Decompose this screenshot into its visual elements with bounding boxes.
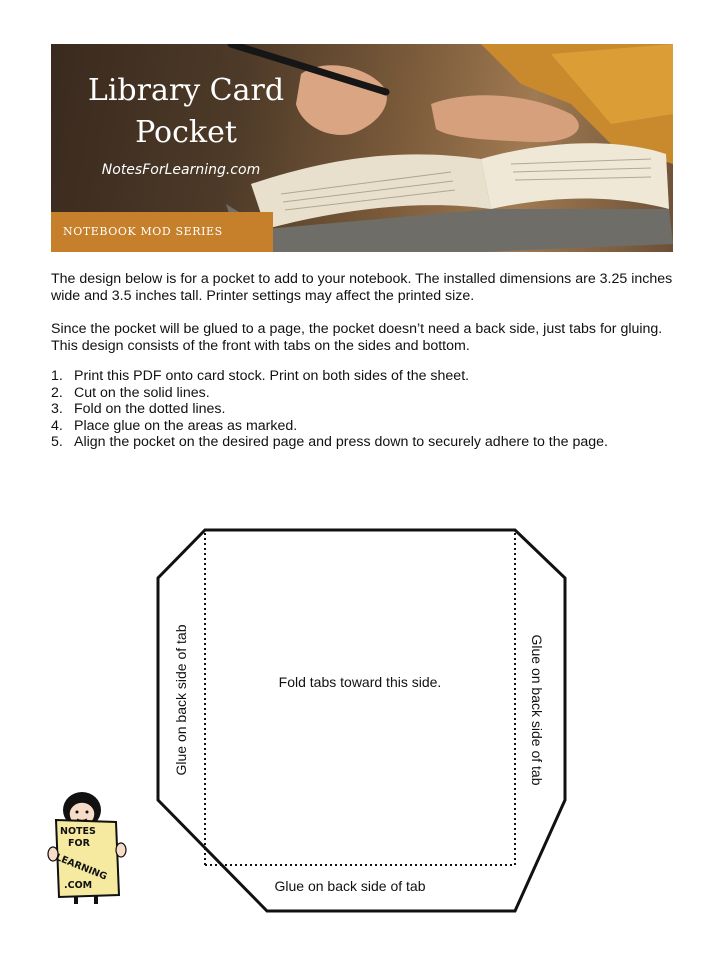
step-item bbox=[51, 418, 691, 435]
notes-for-learning-mascot-logo bbox=[44, 790, 134, 910]
fold-lines bbox=[205, 533, 515, 865]
banner-title-line2: Pocket bbox=[135, 115, 237, 150]
mascot-text-notes: NOTES bbox=[60, 826, 96, 837]
step-text: Fold on the dotted lines. bbox=[74, 401, 226, 417]
bottom-tab-glue-label: Glue on back side of tab bbox=[274, 878, 426, 894]
step-number: 3. bbox=[51, 401, 63, 417]
mascot-text-for: FOR bbox=[68, 838, 90, 849]
banner-title-line1: Library Card bbox=[87, 73, 285, 108]
cut-outline bbox=[158, 530, 565, 911]
intro-paragraph-1: The design below is for a pocket to add to your notebook. The installed dimensions are 3.25 inches wide and 3.5 inches tall. Printer settings may affect the printed size. bbox=[51, 271, 673, 304]
header-banner bbox=[51, 44, 673, 252]
step-number: 5. bbox=[51, 434, 63, 450]
step-item bbox=[51, 368, 691, 385]
instruction-steps bbox=[51, 368, 691, 451]
pocket-template bbox=[155, 528, 570, 918]
step-text: Align the pocket on the desired page and press down to securely adhere to the page. bbox=[74, 434, 608, 450]
fold-direction-label: Fold tabs toward this side. bbox=[278, 674, 442, 690]
step-number: 1. bbox=[51, 368, 63, 384]
intro-paragraph-2: Since the pocket will be glued to a page, the pocket doesn’t need a back side, just tabs for gluing. This design consists of the front with tabs on the sides and bottom. bbox=[51, 321, 663, 354]
step-text: Cut on the solid lines. bbox=[74, 384, 210, 401]
mascot-text-com: .COM bbox=[64, 880, 93, 891]
mascot-text-learning: LEARNING bbox=[53, 852, 109, 883]
step-item bbox=[51, 434, 691, 451]
step-item bbox=[51, 385, 691, 402]
series-bar: NOTEBOOK MOD SERIES bbox=[51, 212, 273, 252]
step-number: 2. bbox=[51, 384, 63, 401]
right-tab-glue-label: Glue on back side of tab bbox=[529, 634, 545, 786]
left-tab-glue-label: Glue on back side of tab bbox=[173, 624, 189, 776]
banner-site-name: NotesForLearning.com bbox=[101, 162, 261, 178]
step-number: 4. bbox=[51, 417, 63, 434]
step-text: Print this PDF onto card stock. Print on both sides of the sheet. bbox=[74, 368, 470, 384]
step-item bbox=[51, 401, 691, 418]
step-text: Place glue on the areas as marked. bbox=[74, 417, 298, 434]
